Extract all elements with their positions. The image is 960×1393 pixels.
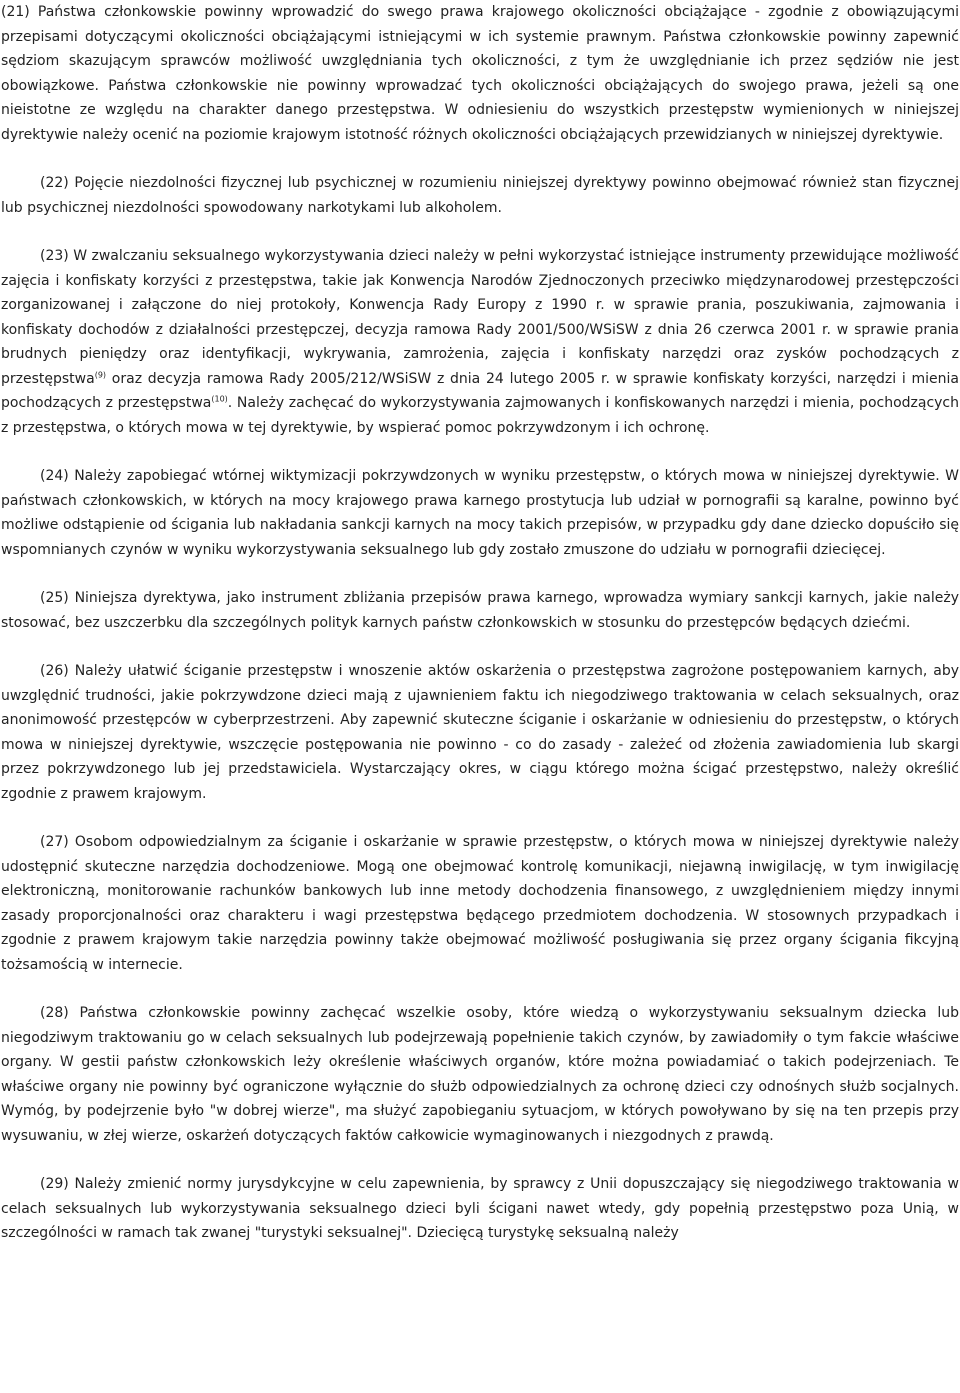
paragraph-text: (27) Osobom odpowiedzialnym za ściganie i oskarżanie w sprawie przestępstw, o których mowa w niniejszej dyrektywie należy udostępnić skuteczne narzędzia dochodzeniowe. Mogą one obejmować kontrolę komunikacji, niejawną inwigilację, w tym inwigilację elektroniczną, monitorowanie rachunków bankowych lub inne metody dochodzenia finansowego, z uwzględnieniem między innymi zasady proporcjonalności oraz charakteru i wagi przestępstwa będącego przedmiotem dochodzenia. W stosownych przypadkach i zgodnie z prawem krajowym takie narzędzia powinny także obejmować możliwość posługiwania się przez organy ścigania fikcyjną tożsamością w internecie. (1, 834, 959, 973)
paragraph-27 (1, 830, 959, 977)
paragraph-text: (26) Należy ułatwić ściganie przestępstw i wnoszenie aktów oskarżenia o przestępstwa zagrożone postępowaniem karnych, aby uwzględnić trudności, jakie pokrzywdzone dzieci mają z ujawnieniem faktu ich niegodziwego traktowania w celach seksualnych, oraz anonimowość przestępców w cyberprzestrzeni. Aby zapewnić skuteczne ściganie i oskarżanie w odniesieniu do przestępstw, o których mowa w niniejszej dyrektywie, wszczęcie postępowania nie powinno - co do zasady - zależeć od złożenia zawiadomienia lub skargi przez pokrzywdzonego lub jej przedstawiciela. Wystarczający okres, w ciągu którego można ścigać przestępstwo, należy określić zgodnie z prawem krajowym. (1, 663, 959, 802)
footnote-reference: (10) (211, 394, 228, 404)
paragraph-text: (21) Państwa członkowskie powinny wprowadzić do swego prawa krajowego okoliczności obciążające - zgodnie z obowiązującymi przepisami dotyczącymi okoliczności obciążającymi istniejącymi w ich systemie prawnym. Państwa członkowskie powinny zapewnić sędziom skazującym sprawców możliwość uwzględniania tych okoliczności, z tym że uwzględnianie ich przez sędziów nie jest obowiązkowe. Państwa członkowskie nie powinny wprowadzać tych okoliczności obciążających do swojego prawa, jeżeli są one nieistotne ze względu na charakter danego przestępstwa. W odniesieniu do wszystkich przestępstw wymienionych w niniejszej dyrektywie należy ocenić na poziomie krajowym istotność różnych okoliczności obciążających przewidzianych w niniejszej dyrektywie. (1, 4, 959, 143)
paragraph-29 (1, 1172, 959, 1246)
paragraph-24 (1, 464, 959, 562)
paragraph-text: (23) W zwalczaniu seksualnego wykorzystywania dzieci należy w pełni wykorzystać istniejące instrumenty przewidujące możliwość zajęcia i konfiskaty korzyści z przestępstwa, takie jak Konwencja Narodów Zjednoczonych przeciwko międzynarodowej przestępczości zorganizowanej i załączone do niej protokoły, Konwencja Rady Europy z 1990 r. w sprawie prania, poszukiwania, zajmowania i konfiskaty dochodów z działalności przestępczej, decyzja ramowa Rady 2001/500/WSiSW z dnia 26 czerwca 2001 r. w sprawie prania brudnych pieniędzy oraz identyfikacji, wykrywania, zamrożenia, zajęcia i konfiskaty narzędzi oraz zysków pochodzących z przestępstwa (1, 248, 959, 387)
paragraph-25 (1, 586, 959, 635)
paragraph-text: (25) Niniejsza dyrektywa, jako instrument zbliżania przepisów prawa karnego, wprowadza wymiary sankcji karnych, jakie należy stosować, bez uszczerbku dla szczególnych polityk karnych państw członkowskich w stosunku do przestępców będących dziećmi. (1, 590, 959, 631)
paragraph-text: (22) Pojęcie niezdolności fizycznej lub psychicznej w rozumieniu niniejszej dyrektywy powinno obejmować również stan fizycznej lub psychicznej niezdolności spowodowany narkotykami lub alkoholem. (1, 175, 959, 216)
paragraph-21 (1, 0, 959, 147)
paragraph-text: (29) Należy zmienić normy jurysdykcyjne w celu zapewnienia, by sprawcy z Unii dopuszczający się niegodziwego traktowania w celach seksualnych lub wykorzystywania seksualnego dzieci byli ścigani nawet wtedy, gdy popełnią przestępstwo poza Unią, w szczególności w ramach tak zwanej "turystyki seksualnej". Dziecięcą turystykę seksualną należy (1, 1176, 959, 1241)
paragraph-26 (1, 659, 959, 806)
paragraph-text: (28) Państwa członkowskie powinny zachęcać wszelkie osoby, które wiedzą o wykorzystywaniu seksualnym dziecka lub niegodziwym traktowaniu go w celach seksualnych lub podejrzewają popełnienie takich czynów, by zawiadomiły o tym fakcie właściwe organy. W gestii państw członkowskich leży określenie właściwych organów, które można powiadamiać o takich podejrzeniach. Te właściwe organy nie powinny być ograniczone wyłącznie do służb odpowiedzialnych za ochronę dzieci czy odnośnych służb socjalnych. Wymóg, by podejrzenie było "w dobrej wierze", ma służyć zapobieganiu sytuacjom, w których powoływano by się na ten przepis przy wysuwaniu, w złej wierze, oskarżeń dotyczących faktów całkowicie wymaginowanych i niezgodnych z prawdą. (1, 1005, 959, 1144)
paragraph-text: oraz decyzja ramowa Rady 2005/212/WSiSW z dnia 24 lutego 2005 r. w sprawie konfiskaty korzyści, narzędzi i mienia pochodzących z przestępstwa (1, 370, 959, 411)
paragraph-text: . Należy zachęcać do wykorzystywania zajmowanych i konfiskowanych narzędzi i mienia, pochodzących z przestępstwa, o których mowa w tej dyrektywie, by wspierać pomoc pokrzywdzonym i ich ochronę. (1, 395, 960, 436)
paragraph-28 (1, 1001, 959, 1148)
footnote-reference: (9) (94, 369, 107, 379)
paragraph-22 (1, 171, 959, 220)
paragraph-text: (24) Należy zapobiegać wtórnej wiktymizacji pokrzywdzonych w wyniku przestępstw, o których mowa w niniejszej dyrektywie. W państwach członkowskich, w których na mocy krajowego prawa karnego prostytucja lub udział w pornografii są karalne, powinno być możliwe odstąpienie od ścigania lub nakładania sankcji karnych na mocy takich przepisów, w przypadku gdy dane dziecko dopuściło się wspomnianych czynów w wyniku wykorzystywania seksualnego lub gdy zostało zmuszone do udziału w pornografii dziecięcej. (1, 468, 959, 558)
paragraph-23 (1, 244, 959, 440)
